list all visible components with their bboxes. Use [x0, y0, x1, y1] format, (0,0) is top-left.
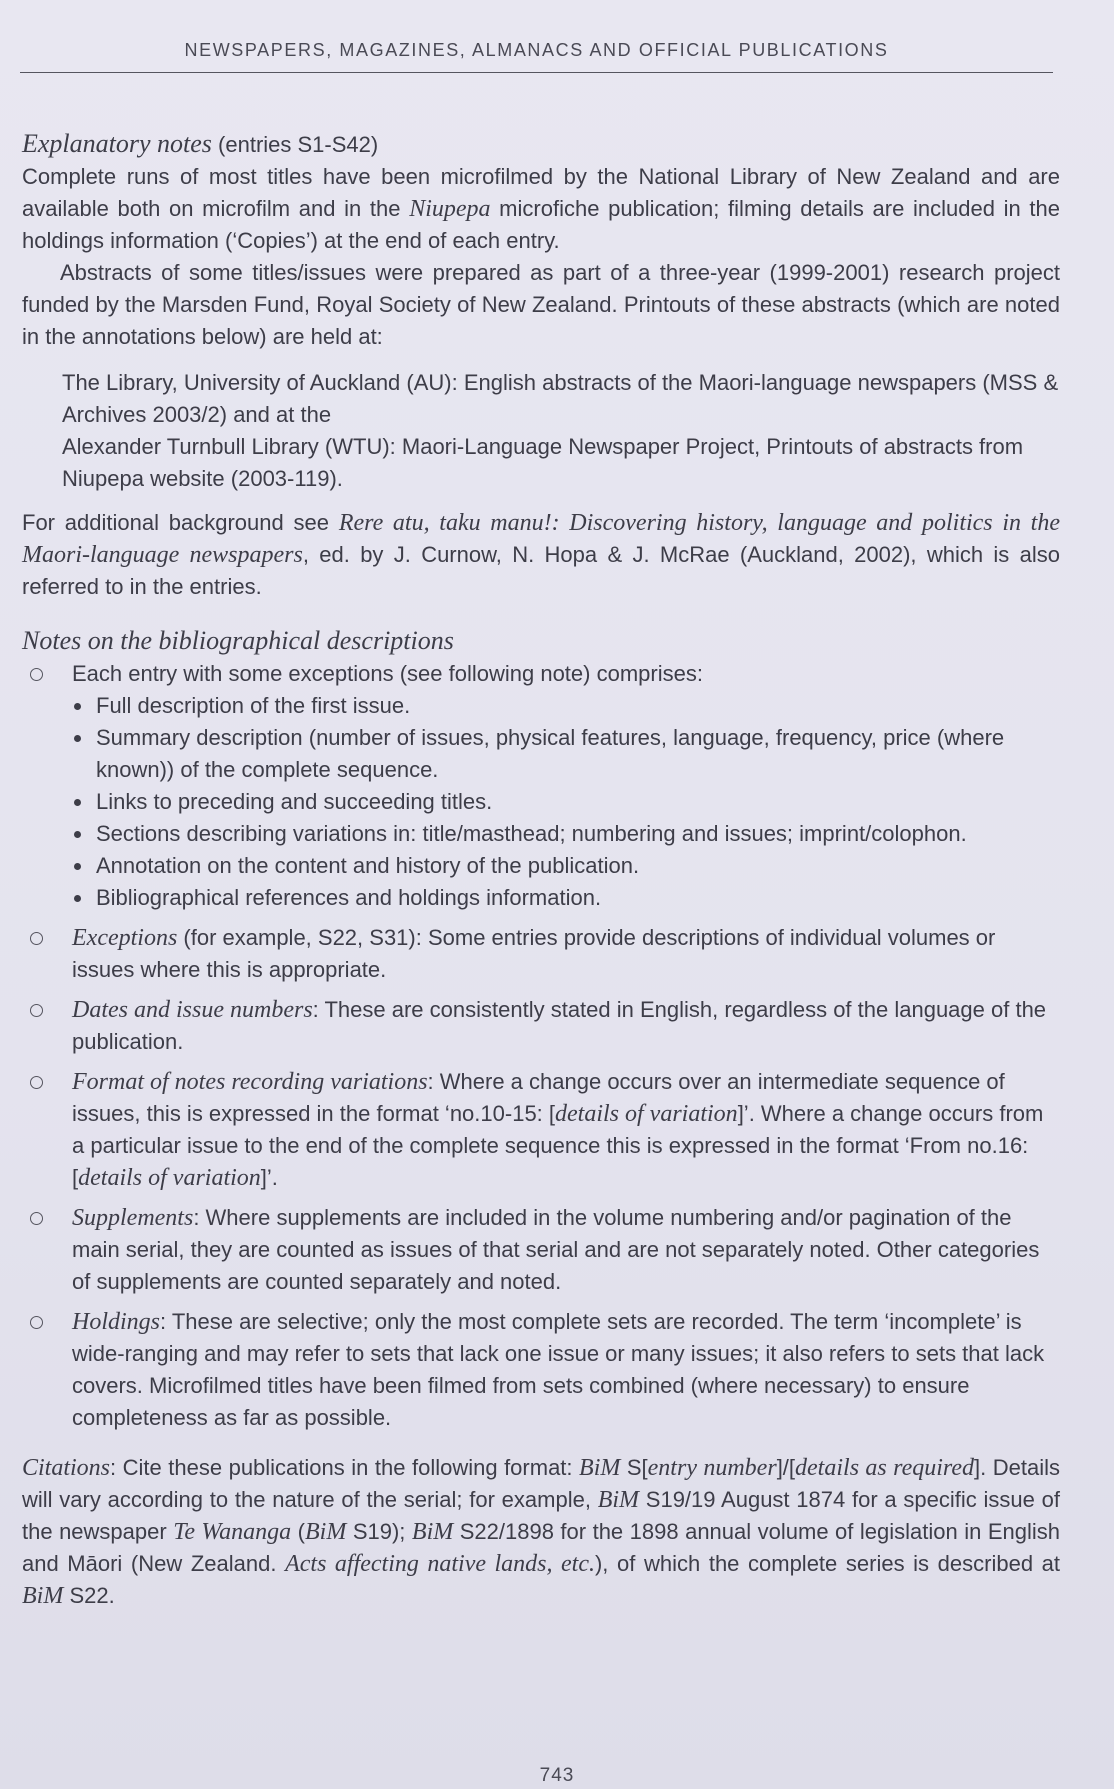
dot-bullet-icon	[74, 895, 81, 902]
supplements-label: Supplements	[72, 1205, 194, 1231]
text-run: Annotation on the content and history of the publication.	[96, 853, 640, 878]
dot-bullet-icon	[74, 735, 81, 742]
rere-atu-title-italic: Rere atu, taku manu!: Discovering history, language and politics in the Maori-language newspapers	[22, 510, 1060, 568]
text-run: , ed. by J. Curnow, N. Hopa & J. McRae (Auckland, 2002), which is also referred to in the entries.	[22, 542, 1060, 599]
explanatory-title-italic: Explanatory notes	[22, 129, 212, 158]
circle-bullet-icon	[30, 1316, 43, 1329]
text-run: Complete runs of most titles have been microfilmed by the National Library of New Zealand and are available both on microfilm and in the	[22, 164, 1060, 221]
circle-bullet-icon	[30, 1076, 43, 1089]
running-head: NEWSPAPERS, MAGAZINES, ALMANACS AND OFFICIAL PUBLICATIONS	[184, 40, 889, 60]
citations-label: Citations	[22, 1455, 111, 1481]
location-turnbull: Alexander Turnbull Library (WTU): Maori-Language Newspaper Project, Printouts of abstracts from Niupepa website (2003-119).	[62, 434, 1024, 491]
text-run: (for example, S22, S31): Some entries provide descriptions of individual volumes or issues where this is appropriate.	[72, 925, 996, 982]
niupepa-italic: Niupepa	[409, 196, 491, 222]
citations-paragraph	[22, 1452, 1060, 1612]
list-item	[22, 1066, 1060, 1194]
text-run: Full description of the first issue.	[96, 693, 411, 718]
te-wananga-italic: Te Wananga	[173, 1519, 292, 1545]
entry-components-list	[72, 690, 1060, 914]
details-required-italic: details as required	[795, 1455, 975, 1481]
list-item	[22, 658, 1060, 914]
list-item	[72, 786, 1060, 818]
text-run: S22.	[63, 1583, 115, 1608]
text-run: : Where a change occurs over an intermediate sequence of issues, this is expressed in the format ‘no.10-15: [	[72, 1069, 1005, 1126]
list-item	[72, 882, 1060, 914]
text-run: microfiche publication; filming details are included in the holdings information (‘Copies’) at the end of each entry.	[22, 196, 1060, 253]
explanatory-paragraph-3	[22, 507, 1060, 603]
circle-bullet-icon	[30, 1212, 43, 1225]
dates-label: Dates and issue numbers	[72, 997, 313, 1023]
text-run: ]. Details will vary according to the nature of the serial; for example,	[22, 1455, 1060, 1512]
text-run: : Where supplements are included in the volume numbering and/or pagination of the main serial, they are counted as issues of that serial and are not separately noted. Other categories of supplements are counted separately and noted.	[72, 1205, 1040, 1294]
entry-number-italic: entry number	[647, 1455, 777, 1481]
explanatory-paragraph-2: Abstracts of some titles/issues were prepared as part of a three-year (1999-2001) research project funded by the Marsden Fund, Royal Society of New Zealand. Printouts of these abstracts (which are noted in the annotations below) are held at:	[22, 260, 1060, 349]
text-run: Sections describing variations in: title/masthead; numbering and issues; imprint/colophon.	[96, 821, 967, 846]
dot-bullet-icon	[74, 703, 81, 710]
text-run: Links to preceding and succeeding titles.	[96, 789, 493, 814]
circle-bullet-icon	[30, 1004, 43, 1017]
circle-bullet-icon	[30, 668, 43, 681]
bim-italic: BiM	[305, 1519, 347, 1545]
text-run: ]/[	[776, 1455, 796, 1480]
text-run: S19/19 August 1874 for a specific issue of the newspaper	[22, 1487, 1061, 1544]
bibliographical-notes-heading	[22, 625, 1060, 658]
bim-italic: BiM	[579, 1455, 621, 1481]
holdings-locations-block	[62, 367, 1060, 495]
details-italic: details of variation	[78, 1165, 261, 1191]
text-run: S19);	[346, 1519, 412, 1544]
text-run: ]’. Where a change occurs from a particular issue to the end of the complete sequence this is expressed in the format ‘From no.16: [	[72, 1101, 1044, 1190]
location-auckland: The Library, University of Auckland (AU): English abstracts of the Maori-language newspapers (MSS & Archives 2003/2) and at the	[62, 370, 1059, 427]
explanatory-paragraph-1	[22, 161, 1060, 257]
bim-italic: BiM	[22, 1583, 64, 1609]
page-body	[22, 128, 1060, 1612]
list-item	[22, 994, 1060, 1058]
text-run: : These are consistently stated in English, regardless of the language of the publication.	[72, 997, 1047, 1054]
spacer	[22, 1442, 1060, 1452]
exceptions-label: Exceptions	[72, 925, 178, 951]
text-run: ]’.	[260, 1165, 278, 1190]
text-run: : These are selective; only the most complete sets are recorded. The term ‘incomplete’ is wide-ranging and may refer to sets that lack one issue or many issues; it also refers to sets that lack covers. Microfilmed titles have been filmed from sets combined (where necessary) to ensure completeness as far as possible.	[72, 1309, 1045, 1430]
explanatory-title-rest: (entries S1-S42)	[211, 132, 379, 157]
list-item	[22, 1306, 1060, 1434]
page-number: 743	[539, 1765, 575, 1786]
text-run: S22/1898 for the 1898 annual volume of legislation in English and Māori (New Zealand.	[22, 1519, 1060, 1576]
dot-bullet-icon	[74, 863, 81, 870]
text-run: (	[291, 1519, 305, 1544]
text-run: S[	[620, 1455, 648, 1480]
header-rule	[20, 72, 1053, 73]
text-run: Each entry with some exceptions (see following note) comprises:	[72, 661, 703, 686]
list-item	[22, 1202, 1060, 1298]
holdings-label: Holdings	[72, 1309, 161, 1335]
acts-italic: Acts affecting native lands, etc.	[285, 1551, 595, 1577]
format-label: Format of notes recording variations	[72, 1069, 428, 1095]
list-item	[22, 922, 1060, 986]
text-run: Bibliographical references and holdings information.	[96, 885, 602, 910]
bim-italic: BiM	[597, 1487, 640, 1513]
text-run: Summary description (number of issues, physical features, language, frequency, price (where known)) of the complete sequence.	[96, 725, 1005, 782]
list-item	[72, 690, 1060, 722]
list-item	[72, 850, 1060, 882]
notes-list	[22, 658, 1060, 1434]
text-run: For additional background see	[22, 510, 339, 535]
bim-italic: BiM	[411, 1519, 454, 1545]
details-italic: details of variation	[555, 1101, 738, 1127]
list-item	[72, 818, 1060, 850]
dot-bullet-icon	[74, 831, 81, 838]
dot-bullet-icon	[74, 799, 81, 806]
explanatory-notes-heading	[22, 128, 1060, 161]
text-run: ), of which the complete series is described at	[594, 1551, 1061, 1576]
list-item	[72, 722, 1060, 786]
spacer	[22, 603, 1060, 625]
text-run: : Cite these publications in the following format:	[110, 1455, 580, 1480]
notes-title-italic: Notes on the bibliographical descriptions	[22, 626, 454, 655]
circle-bullet-icon	[30, 932, 43, 945]
